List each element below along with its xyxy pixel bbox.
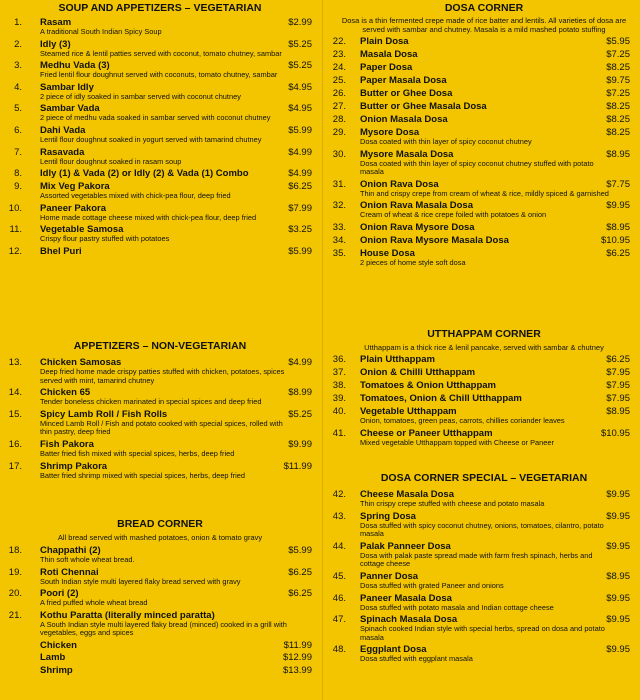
menu-item [328,222,640,233]
item-name: Onion & Chilli Utthappam [360,367,476,378]
item-price: $7.95 [606,380,630,391]
menu-item [0,82,320,102]
item-price: $5.25 [288,60,312,72]
item-number: 18. [8,545,22,556]
item-price: $8.25 [606,127,630,138]
item-number: 43. [332,510,346,522]
section-intro: Utthappam is a thick rice & lenil pancake, served with sambar & chutney [364,343,604,352]
item-price: $6.25 [606,247,630,259]
item-name: Mix Veg Pakora [40,181,110,193]
item-price: $5.99 [288,124,312,136]
item-number: 28. [332,114,346,125]
item-description: Dosa with palak paste spread made with farm fresh spinach, herbs and cottage cheese [360,550,593,569]
item-description: Dosa stuffed with eggplant masala [360,654,473,664]
item-number: 31. [332,178,346,190]
item-description: Fried lentil flour doughnut served with coconuts, tomato chutney, sambar [40,70,278,80]
menu-item-line [328,114,640,125]
menu-item-line [328,489,640,500]
menu-item-line [328,248,640,259]
section-bread-corner [0,518,320,677]
menu-item-line [0,588,320,599]
item-name: Spring Dosa [360,510,416,522]
menu-item-line [328,75,640,86]
menu-item-line [0,39,320,50]
menu-item [328,644,640,664]
section-title: APPETIZERS – NON-VEGETARIAN [73,340,247,352]
item-number: 5. [14,103,22,115]
item-name: Rasam [40,17,72,28]
item-description: Batter fried fish mixed with special spices, herbs, deep fried [40,448,235,458]
item-number: 4. [14,81,22,93]
item-price: $8.25 [606,101,630,112]
menu-item [0,588,320,608]
item-number: 45. [332,570,346,582]
item-description: Lentil flour doughnut soaked in yogurt served with tamarind chutney [40,134,262,144]
menu-item-line [328,571,640,582]
menu-item [0,357,320,385]
item-number: 24. [332,62,346,73]
menu-item [0,461,320,481]
item-name: Onion Rava Mysore Dosa [360,221,475,233]
menu-item [328,380,640,391]
item-price: $5.25 [288,408,312,420]
subitem-name: Chicken [40,639,77,651]
item-name: Idly (1) & Vada (2) or Idly (2) & Vada (1) Combo [40,168,249,180]
item-price: $3.25 [288,224,312,236]
item-description: Dosa coated with thin layer of spicy coconut chutney [360,137,532,146]
menu-item-line [0,246,320,257]
item-description: Dosa stuffed with grated Paneer and onions [360,580,504,590]
item-number: 13. [8,357,22,368]
menu-item [0,168,320,179]
column-divider [322,0,323,700]
item-description: Home made cottage cheese mixed with chick-pea flour, deep fried [40,212,257,222]
item-price: $5.99 [288,245,312,257]
item-number: 1. [14,17,22,28]
item-price: $2.99 [288,17,312,28]
subitem-price: $12.99 [282,652,312,664]
item-number: 29. [332,127,346,138]
item-price: $8.95 [606,570,630,582]
menu-item [328,235,640,246]
item-name: Paneer Pakora [40,202,107,214]
item-name: Butter or Ghee Masala Dosa [360,101,487,112]
menu-item-line [0,103,320,114]
menu-item-line [0,168,320,179]
subitem-price: $13.99 [282,664,312,676]
item-name: Tomatoes, Onion & Chill Utthappam [360,393,522,404]
item-number: 27. [332,101,346,112]
menu-item [328,541,640,569]
item-number: 6. [14,124,22,136]
menu-item [0,125,320,145]
menu-item-line [328,428,640,439]
item-description: Deep fried home made crispy patties stuffed with chicken, potatoes, spices served with mint, tamarind chutney [40,367,285,385]
menu-item [0,610,320,638]
item-name: Cheese Masala Dosa [360,489,454,500]
item-number: 33. [332,221,346,233]
item-name: Onion Rava Masala Dosa [360,200,473,212]
menu-item [328,489,640,509]
item-number: 48. [332,644,346,656]
menu-item [328,614,640,642]
item-price: $5.95 [606,36,630,47]
menu-item-line [0,203,320,214]
item-number: 46. [332,592,346,604]
item-description: Steamed rice & lentil patties served with coconut, tomato chutney, sambar [40,48,282,58]
menu-item [328,511,640,539]
item-description: Assorted vegetables mixed with chick-pea flour, deep fried [40,191,231,201]
item-name: Plain Utthappam [360,354,435,365]
item-number: 32. [332,200,346,212]
menu-item [328,62,640,73]
item-name: Onion Masala Dosa [360,114,448,125]
item-description: A fried puffed whole wheat bread [40,598,148,608]
item-number: 37. [332,367,346,378]
item-number: 30. [332,148,346,160]
menu-item-line [328,222,640,233]
item-name: Masala Dosa [360,49,418,60]
item-price: $8.25 [606,62,630,73]
menu-item [328,367,640,378]
menu-item-line [328,614,640,625]
item-description: 2 pieces of home style soft dosa [360,257,466,267]
menu-item [0,147,320,167]
item-number: 42. [332,489,346,500]
item-name: Butter or Ghee Dosa [360,88,453,99]
item-name: Vegetable Utthappam [360,406,457,417]
menu-item-line [0,439,320,450]
menu-item-line [0,387,320,398]
menu-item-line [328,541,640,552]
menu-item-line [0,224,320,235]
section-title: DOSA CORNER [444,2,524,14]
item-price: $4.95 [288,81,312,93]
item-number: 47. [332,614,346,626]
menu-item [0,181,320,201]
menu-subitem [0,652,320,665]
item-number: 17. [8,460,22,472]
item-name: Rasavada [40,146,85,158]
subitem-name: Shrimp [40,664,73,676]
menu-item-line [328,88,640,99]
menu-item-line [328,367,640,378]
menu-item [328,127,640,147]
item-number: 20. [8,588,22,600]
item-description: Dosa coated with thin layer of spicy coconut chutney stuffed with potato masala [360,158,594,177]
item-number: 41. [332,427,346,439]
menu-item-line [0,82,320,93]
item-name: Poori (2) [40,588,79,600]
item-price: $6.25 [288,588,312,600]
item-number: 35. [332,247,346,259]
item-name: Paper Masala Dosa [360,75,447,86]
item-number: 10. [8,202,22,214]
item-name: Sambar Idly [40,81,94,93]
item-price: $9.95 [606,614,630,626]
item-description: Tender boneless chicken marinated in special spices and deep fried [40,397,262,407]
item-description: Thin and crispy crepe from cream of wheat & rice, mildly spiced & garnished [360,188,609,198]
item-number: 44. [332,540,346,552]
item-price: $7.25 [606,88,630,99]
menu-item [0,439,320,459]
menu-item-line [328,511,640,522]
menu-item [0,17,320,37]
menu-item-line [328,644,640,655]
item-price: $7.95 [606,393,630,404]
item-price: $9.95 [606,200,630,212]
item-name: Bhel Puri [40,245,82,257]
menu-item-line [328,200,640,211]
item-description: A traditional South Indian Spicy Soup [40,27,162,36]
item-number: 26. [332,88,346,99]
menu-subitem [0,665,320,678]
item-price: $6.25 [606,354,630,365]
item-price: $6.25 [288,181,312,193]
menu-item [328,75,640,86]
menu-item-line [328,179,640,190]
section-intro: All bread served with mashed potatoes, onion & tomato gravy [57,533,263,542]
section-veg-appetizers [0,2,320,259]
menu-item-line [328,406,640,417]
menu-item [0,246,320,257]
item-price: $8.99 [288,387,312,399]
item-price: $7.25 [606,49,630,60]
menu-item [0,545,320,565]
item-description: Thin soft whole wheat bread. [40,555,135,564]
item-number: 38. [332,380,346,391]
item-name: Chappathi (2) [40,545,101,556]
item-name: Tomatoes & Onion Utthappam [360,380,496,391]
item-price: $11.99 [283,460,312,472]
menu-item-line [0,610,320,621]
item-number: 3. [14,60,22,72]
item-number: 25. [332,75,346,86]
section-intro: Dosa is a thin fermented crepe made of rice batter and lentils. All varieties of dosa are served with sambar and chutney. Masala is a mild mashed potato stuffing [341,16,627,34]
menu-item-line [328,62,640,73]
menu-subitem [0,640,320,653]
item-price: $7.75 [606,178,630,190]
item-price: $4.95 [288,103,312,115]
menu-item-line [328,101,640,112]
item-name: Spicy Lamb Roll / Fish Rolls [40,408,168,420]
item-number: 8. [14,168,22,180]
item-description: A South Indian style multi layered flaky bread (minced) cooked in a grill with vegetables, eggs and spices [40,619,287,638]
item-price: $9.99 [288,438,312,450]
menu-item-line [0,567,320,578]
menu-item [328,393,640,404]
section-utthappam-corner [328,328,640,449]
item-number: 36. [332,354,346,365]
item-name: Mysore Dosa [360,127,420,138]
section-nonveg-appetizers [0,340,320,482]
item-name: Onion Rava Dosa [360,178,439,190]
item-price: $5.99 [288,545,312,556]
item-number: 23. [332,49,346,60]
item-number: 19. [8,566,22,578]
item-name: Cheese or Paneer Utthappam [360,427,493,439]
menu-item-line [0,181,320,192]
menu-item [328,36,640,47]
item-name: Kothu Paratta (literally minced paratta) [40,609,215,621]
item-price: $9.95 [606,592,630,604]
item-description: Mixed vegetable Utthappam topped with Cheese or Paneer [360,437,554,447]
menu-item [328,200,640,220]
menu-item [0,567,320,587]
menu-item-line [328,149,640,160]
item-description: Batter fried shrimp mixed with special spices, herbs, deep fried [40,470,245,480]
menu-item-line [328,235,640,246]
item-name: Eggplant Dosa [360,644,427,656]
menu-item-line [328,354,640,365]
item-description: Minced Lamb Roll / Fish and potato cooked with special spices, rolled with thin pastry, deep fried [40,418,283,437]
item-number: 14. [8,387,22,399]
item-description: Lentil flour doughnut soaked in rasam soup [40,156,182,166]
item-price: $7.99 [288,202,312,214]
item-name: Dahi Vada [40,124,86,136]
item-price: $4.99 [288,357,312,368]
item-name: Roti Chennai [40,566,99,578]
item-name: Chicken 65 [40,387,91,399]
menu-item-line [0,125,320,136]
item-price: $9.95 [606,489,630,500]
subitem-name: Lamb [40,652,66,664]
item-price: $6.25 [288,566,312,578]
item-description: Dosa stuffed with potato masala and Indian cottage cheese [360,602,554,612]
item-price: $5.25 [288,38,312,50]
menu-item [0,409,320,437]
item-price: $4.99 [288,146,312,158]
item-name: Chicken Samosas [40,357,122,368]
item-description: Cream of wheat & rice crepe foiled with potatoes & onion [360,210,547,220]
item-description: 2 piece of medhu vada soaked in sambar served with coconut chutney [40,113,271,123]
item-description: 2 piece of idly soaked in sambar served with coconut chutney [40,91,241,101]
menu-item [328,428,640,448]
menu-item [0,39,320,59]
item-name: Fish Pakora [40,438,94,450]
item-number: 7. [14,146,22,158]
menu-item [328,593,640,613]
menu-item-line [0,545,320,556]
item-number: 40. [332,406,346,417]
menu-item-line [328,36,640,47]
item-number: 9. [14,181,22,193]
item-price: $4.99 [288,168,312,180]
menu-item-line [0,60,320,71]
item-description: Crispy flour pastry stuffed with potatoes [40,234,170,244]
item-number: 12. [8,245,22,257]
menu-item-line [0,461,320,472]
item-name: Plain Dosa [360,36,409,47]
item-name: Paneer Masala Dosa [360,592,452,604]
item-price: $10.95 [600,234,630,246]
menu-item [0,103,320,123]
subitem-price: $11.99 [283,639,312,651]
item-price: $8.25 [606,114,630,125]
menu-item-line [328,393,640,404]
item-price: $9.95 [606,510,630,522]
item-number: 21. [8,609,22,621]
section-dosa-corner [328,2,640,270]
section-title: SOUP AND APPETIZERS – VEGETARIAN [58,2,262,14]
menu-item [328,88,640,99]
section-dosa-special [328,472,640,666]
menu-item [328,179,640,199]
menu-item-line [328,49,640,60]
item-description: Dosa stuffed with spicy coconut chutney, onions, tomatoes, cilantro, potato masala [360,520,604,539]
menu-item [328,101,640,112]
menu-item [0,203,320,223]
item-number: 39. [332,393,346,404]
item-description: Thin crispy crepe stuffed with cheese and potato masala [360,499,545,508]
menu-item [328,114,640,125]
menu-item-line [328,593,640,604]
item-number: 22. [332,36,346,47]
item-price: $8.95 [606,406,630,417]
item-name: Idly (3) [40,38,71,50]
section-title: BREAD CORNER [117,518,203,530]
item-number: 2. [14,38,22,50]
menu-item [328,49,640,60]
item-name: Sambar Vada [40,103,100,115]
item-price: $9.95 [606,540,630,552]
section-title: DOSA CORNER SPECIAL – VEGETARIAN [380,472,588,484]
item-name: Medhu Vada (3) [40,60,110,72]
menu-item [0,224,320,244]
item-name: Vegetable Samosa [40,224,124,236]
item-name: Onion Rava Mysore Masala Dosa [360,234,509,246]
menu-item [328,354,640,365]
item-price: $8.95 [606,221,630,233]
menu-item-line [0,147,320,158]
item-description: Onion, tomatoes, green peas, carrots, chillies coriander leaves [360,416,565,425]
item-name: Shrimp Pakora [40,460,108,472]
item-price: $9.75 [606,75,630,86]
item-price: $7.95 [606,367,630,378]
item-description: Spinach cooked Indian style with special herbs, spread on dosa and potato masala [360,624,605,642]
menu-item [328,571,640,591]
menu-item [0,387,320,407]
item-name: Palak Panneer Dosa [360,540,451,552]
item-number: 16. [8,438,22,450]
item-name: Mysore Masala Dosa [360,148,454,160]
menu-item [328,406,640,426]
section-title: UTTHAPPAM CORNER [427,328,541,340]
menu-item-line [328,380,640,391]
item-number: 34. [332,234,346,246]
item-price: $9.95 [606,644,630,656]
menu-item-line [0,17,320,28]
item-number: 15. [8,408,22,420]
menu-item [328,149,640,177]
item-name: Spinach Masala Dosa [360,614,458,626]
item-name: Panner Dosa [360,570,419,582]
item-description: South Indian style multi layered flaky bread served with gravy [40,576,241,586]
menu-item [328,248,640,268]
item-price: $8.95 [606,148,630,160]
item-price: $10.95 [600,427,630,439]
item-number: 11. [9,224,22,236]
menu-item-line [328,127,640,138]
item-name: House Dosa [360,247,415,259]
menu-item-line [0,357,320,368]
menu-item-line [0,409,320,420]
menu-item [0,60,320,80]
item-name: Paper Dosa [360,62,413,73]
